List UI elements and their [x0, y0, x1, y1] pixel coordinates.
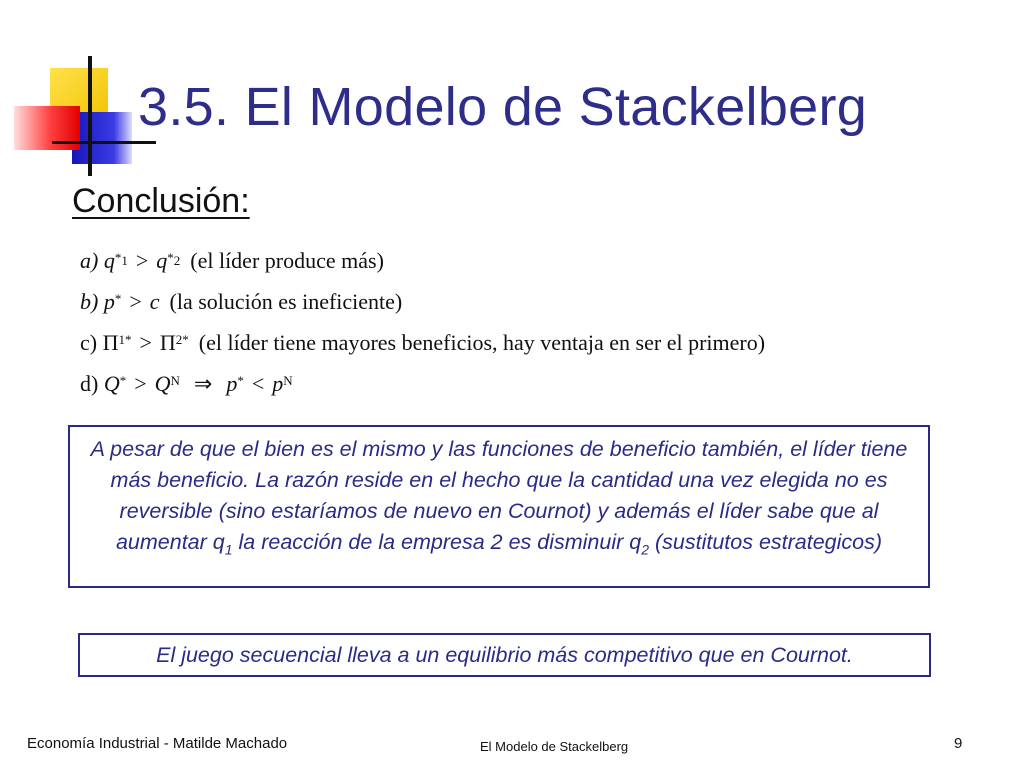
- conclusion-note: (el líder produce más): [190, 247, 384, 273]
- math-subscript: 2: [173, 252, 181, 268]
- footer-topic: El Modelo de Stackelberg: [480, 739, 629, 754]
- math-symbol: c: [149, 288, 160, 314]
- math-symbol: q: [103, 247, 115, 273]
- item-label: c): [80, 329, 98, 355]
- math-superscript: N: [170, 372, 180, 388]
- math-superscript: 2*: [175, 331, 189, 347]
- math-superscript: *: [114, 290, 122, 306]
- conclusion-d: [80, 363, 765, 404]
- explanation-text: A pesar de que el bien es el mismo y las funciones de beneficio también, el líder tiene más beneficio. La razón reside en el hecho que la cantidad una vez elegida no es reversible (sino estaríamos de nuevo en Cournot) y además el líder sabe que al aumentar q: [90, 437, 908, 554]
- explanation-box: [68, 425, 930, 588]
- math-symbol: Q: [154, 370, 171, 396]
- math-symbol: Π: [102, 329, 119, 355]
- math-superscript: *: [119, 372, 127, 388]
- item-label: a): [80, 247, 99, 273]
- item-label: b): [80, 288, 99, 314]
- logo-horizontal-line: [52, 141, 156, 144]
- explanation-subscript: 2: [641, 541, 650, 558]
- math-operator: >: [139, 329, 152, 355]
- conclusion-c: [80, 322, 765, 363]
- summary-text: El juego secuencial lleva a un equilibrio más competitivo que en Cournot.: [156, 643, 853, 667]
- conclusions-list: [80, 240, 765, 404]
- math-superscript: N: [283, 372, 293, 388]
- conclusion-b: [80, 281, 765, 322]
- math-symbol: p: [103, 288, 115, 314]
- page-number: 9: [954, 735, 963, 752]
- math-symbol: Π: [159, 329, 176, 355]
- math-superscript: *: [167, 249, 174, 265]
- math-subscript: 1: [121, 252, 128, 268]
- math-symbol: p: [272, 370, 284, 396]
- logo-blue-square: [72, 112, 132, 164]
- logo-vertical-line: [88, 56, 92, 176]
- explanation-text: (sustitutos estrategicos): [649, 530, 883, 554]
- math-operator: >: [134, 370, 147, 396]
- slide-title: 3.5. El Modelo de Stackelberg: [138, 77, 868, 137]
- math-symbol: p: [226, 370, 238, 396]
- math-operator: >: [135, 247, 149, 273]
- conclusion-heading: Conclusión:: [72, 182, 250, 220]
- math-superscript: 1*: [118, 331, 132, 347]
- math-symbol: Q: [103, 370, 120, 396]
- math-operator: >: [129, 288, 142, 314]
- item-label: d): [80, 370, 99, 396]
- explanation-subscript: 1: [224, 541, 233, 558]
- math-superscript: *: [114, 249, 122, 265]
- implies-arrow-icon: ⇒: [193, 370, 213, 396]
- math-symbol: q: [156, 247, 168, 273]
- math-operator: <: [251, 370, 265, 396]
- footer-author: Economía Industrial - Matilde Machado: [27, 735, 288, 752]
- decorative-squares-logo: [0, 0, 160, 180]
- conclusion-note: (el líder tiene mayores beneficios, hay ventaja en ser el primero): [198, 329, 766, 355]
- conclusion-note: (la solución es ineficiente): [169, 288, 403, 314]
- summary-box: [78, 633, 931, 677]
- conclusion-a: [80, 240, 765, 281]
- math-superscript: *: [237, 372, 244, 388]
- explanation-text: la reacción de la empresa 2 es disminuir q: [232, 530, 642, 554]
